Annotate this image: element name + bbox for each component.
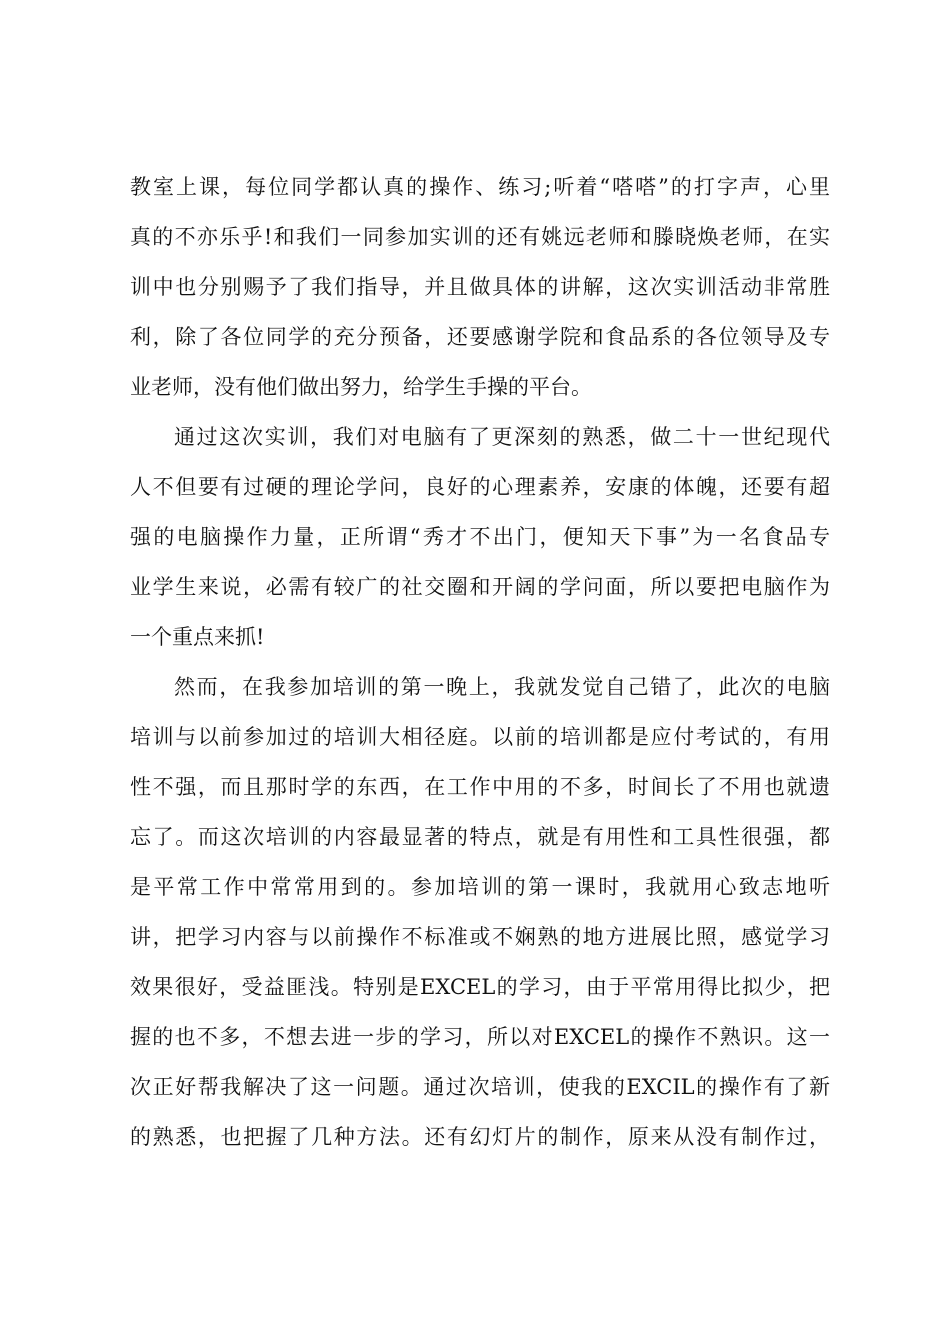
paragraph-3	[130, 662, 830, 1162]
text-line: 是平常工作中常常用到的。参加培训的第一课时，我就用心致志地听	[130, 875, 830, 899]
text-line: 忘了。而这次培训的内容最显著的特点，就是有用性和工具性很强，都	[130, 825, 830, 849]
text-line: 一个重点来抓!	[130, 625, 265, 649]
text-line: 强的电脑操作力量，正所谓“秀才不出门，便知天下事”为一名食品专	[130, 525, 830, 549]
text-line: 真的不亦乐乎!和我们一同参加实训的还有姚远老师和滕晓焕老师，在实	[130, 225, 830, 249]
text-line: 利，除了各位同学的充分预备，还要感谢学院和食品系的各位领导及专	[130, 325, 830, 349]
text-line: 培训与以前参加过的培训大相径庭。以前的培训都是应付考试的，有用	[130, 725, 830, 749]
paragraph-2	[130, 412, 830, 662]
text-line: 性不强，而且那时学的东西，在工作中用的不多，时间长了不用也就遗	[130, 775, 830, 799]
text-line: 握的也不多，不想去进一步的学习，所以对EXCEL的操作不熟识。这一	[130, 1025, 830, 1049]
text-line: 效果很好，受益匪浅。特别是EXCEL的学习，由于平常用得比拟少，把	[130, 975, 830, 999]
text-line: 训中也分别赐予了我们指导，并且做具体的讲解，这次实训活动非常胜	[130, 275, 830, 299]
body-text	[130, 162, 830, 1162]
text-line: 人不但要有过硬的理论学问，良好的心理素养，安康的体魄，还要有超	[130, 475, 830, 499]
text-line: 然而，在我参加培训的第一晚上，我就发觉自己错了，此次的电脑	[174, 675, 830, 699]
text-line: 业老师，没有他们做出努力，给学生手操的平台。	[130, 375, 592, 399]
text-line: 讲，把学习内容与以前操作不标准或不娴熟的地方进展比照，感觉学习	[130, 925, 830, 949]
text-line: 业学生来说，必需有较广的社交圈和开阔的学问面，所以要把电脑作为	[130, 575, 830, 599]
paragraph-1	[130, 162, 830, 412]
text-line: 教室上课，每位同学都认真的操作、练习;听着“嗒嗒”的打字声，心里	[130, 175, 830, 199]
text-line: 的熟悉，也把握了几种方法。还有幻灯片的制作，原来从没有制作过，	[130, 1125, 830, 1149]
text-line: 通过这次实训，我们对电脑有了更深刻的熟悉，做二十一世纪现代	[174, 425, 830, 449]
text-line: 次正好帮我解决了这一问题。通过次培训，使我的EXCIL的操作有了新	[130, 1075, 830, 1099]
